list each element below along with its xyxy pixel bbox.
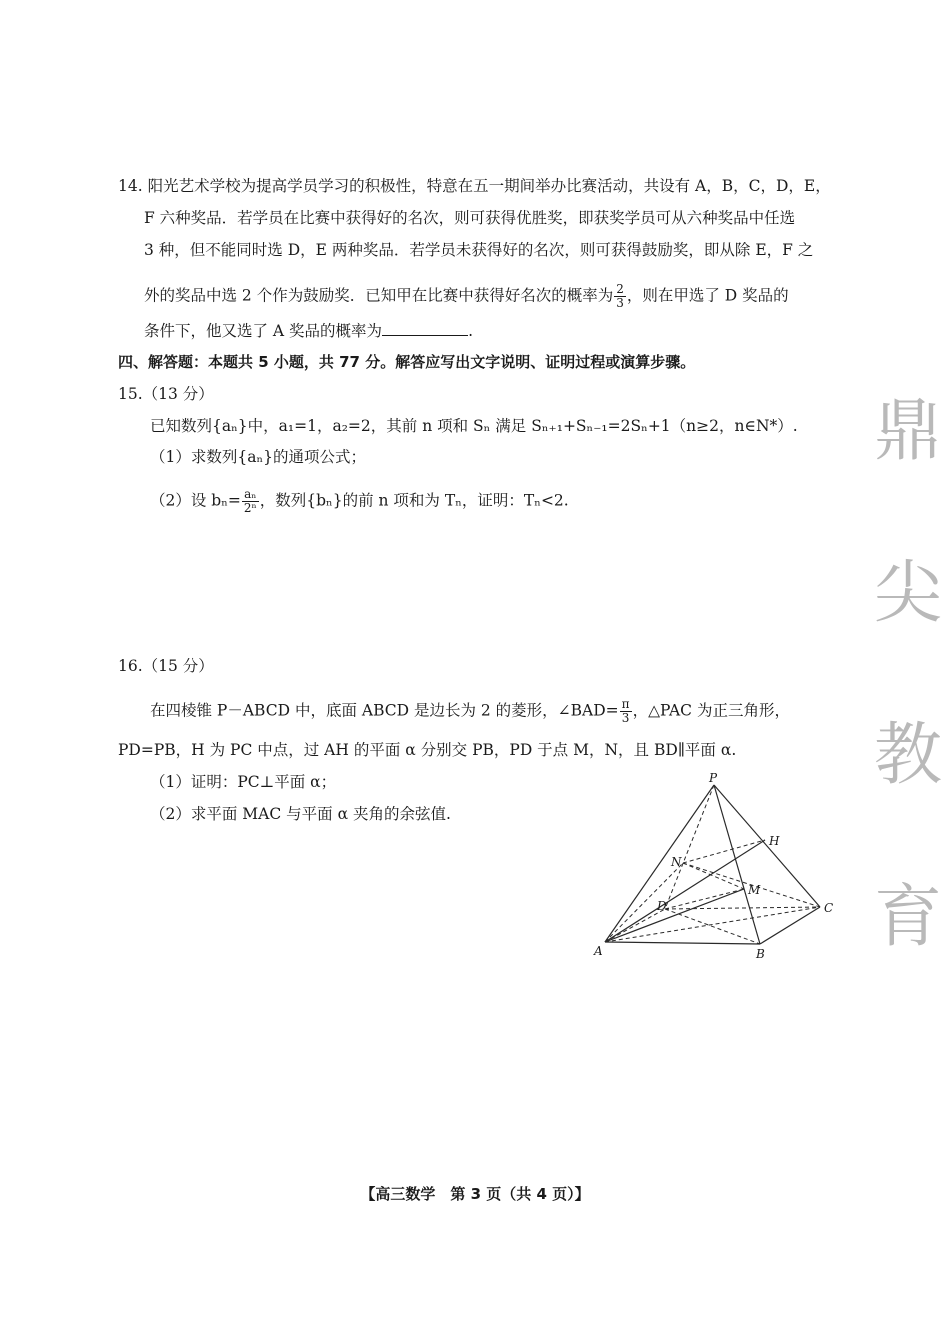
q16-line-1-text-b: ，△PAC 为正三角形， bbox=[632, 701, 790, 720]
q15-stem: 已知数列{aₙ}中，a₁=1，a₂=2，其前 n 项和 Sₙ 满足 Sₙ₊₁+Sₙ₋₁=2Sₙ+1（n≥2，n∈N*）. bbox=[150, 417, 798, 435]
watermark-char-4: 育 bbox=[873, 878, 942, 957]
q15-part-2-text-a: （2）设 bₙ= bbox=[150, 491, 241, 510]
watermark-char-2: 尖 bbox=[873, 554, 942, 633]
edge-BC bbox=[760, 907, 820, 944]
q16-line-2: PD=PB，H 为 PC 中点，过 AH 的平面 α 分别交 PB，PD 于点 M，N，且 BD∥平面 α. bbox=[118, 741, 737, 759]
q15-header: 15.（13 分） bbox=[118, 385, 214, 403]
q16-part-2: （2）求平面 MAC 与平面 α 夹角的余弦值. bbox=[150, 805, 451, 823]
q14-line-3: 3 种，但不能同时选 D，E 两种奖品．若学员未获得好的名次，则可获得鼓励奖，即从除 E，F 之 bbox=[144, 241, 814, 259]
q16-header: 16.（15 分） bbox=[118, 657, 214, 675]
label-D: D bbox=[657, 899, 667, 913]
q14-line-5-text-a: 条件下，他又选了 A 奖品的概率为 bbox=[144, 322, 383, 340]
q14-line-5 bbox=[144, 321, 473, 341]
q16-fraction-numerator: π bbox=[621, 697, 630, 711]
page-footer: 【高三数学 第 3 页（共 4 页）】 bbox=[360, 1185, 590, 1203]
q15-fraction-denominator: 2ⁿ bbox=[243, 501, 257, 515]
q14-line-2: F 六种奖品．若学员在比赛中获得好的名次，则可获得优胜奖，即获奖学员可从六种奖品中任选 bbox=[144, 209, 796, 227]
label-H: H bbox=[769, 834, 780, 848]
answer-blank bbox=[382, 321, 468, 336]
watermark-char-1: 鼎 bbox=[873, 392, 942, 471]
label-A: A bbox=[594, 944, 603, 958]
q15-part-2 bbox=[150, 488, 569, 515]
q15-fraction-numerator: aₙ bbox=[242, 488, 259, 502]
section-heading: 四、解答题：本题共 5 小题，共 77 分。解答应写出文字说明、证明过程或演算步骤。 bbox=[118, 353, 696, 371]
q16-angle-fraction bbox=[620, 698, 632, 725]
q14-line-4-text-b: ，则在甲选了 D 奖品的 bbox=[626, 286, 789, 305]
q14-line-1: 14. 阳光艺术学校为提高学员学习的积极性，特意在五一期间举办比赛活动，共设有 A，B，C，D，E， bbox=[118, 177, 831, 195]
edge-PC bbox=[714, 785, 820, 907]
q16-line-1 bbox=[150, 698, 790, 725]
label-C: C bbox=[824, 901, 834, 915]
q16-fraction-denominator: 3 bbox=[621, 711, 630, 725]
edge-AB bbox=[605, 942, 760, 944]
q16-part-1: （1）证明：PC⊥平面 α； bbox=[150, 773, 337, 791]
edge-PD-hidden bbox=[665, 785, 714, 909]
label-N: N bbox=[671, 855, 682, 869]
label-P: P bbox=[709, 771, 718, 785]
diagonal-BD-hidden bbox=[665, 909, 760, 944]
q14-fraction-numerator: 2 bbox=[616, 282, 624, 296]
q16-line-1-text-a: 在四棱锥 P－ABCD 中，底面 ABCD 是边长为 2 的菱形，∠BAD= bbox=[150, 701, 619, 720]
line-NM-hidden bbox=[683, 863, 744, 889]
line-AM bbox=[605, 889, 744, 942]
q14-line-4 bbox=[144, 283, 789, 310]
edge-DC-hidden bbox=[665, 907, 820, 909]
q14-fraction-denominator: 3 bbox=[616, 296, 624, 310]
line-AN-hidden bbox=[605, 863, 683, 942]
q15-part-2-text-b: ，数列{bₙ}的前 n 项和为 Tₙ，证明：Tₙ<2. bbox=[259, 491, 569, 510]
edge-PA bbox=[605, 785, 714, 942]
q14-line-5-text-b: . bbox=[468, 322, 473, 340]
pyramid-figure bbox=[588, 770, 848, 962]
label-M: M bbox=[748, 883, 761, 897]
watermark-char-3: 教 bbox=[873, 716, 942, 795]
line-DM-hidden bbox=[665, 889, 744, 909]
q15-bn-fraction bbox=[242, 488, 259, 515]
line-AH bbox=[605, 840, 765, 942]
line-NH-hidden bbox=[683, 840, 765, 863]
label-B: B bbox=[756, 947, 765, 961]
q14-line-4-text-a: 外的奖品中选 2 个作为鼓励奖．已知甲在比赛中获得好名次的概率为 bbox=[144, 286, 614, 305]
q14-probability-fraction bbox=[614, 283, 626, 310]
q15-part-1: （1）求数列{aₙ}的通项公式； bbox=[150, 448, 367, 466]
